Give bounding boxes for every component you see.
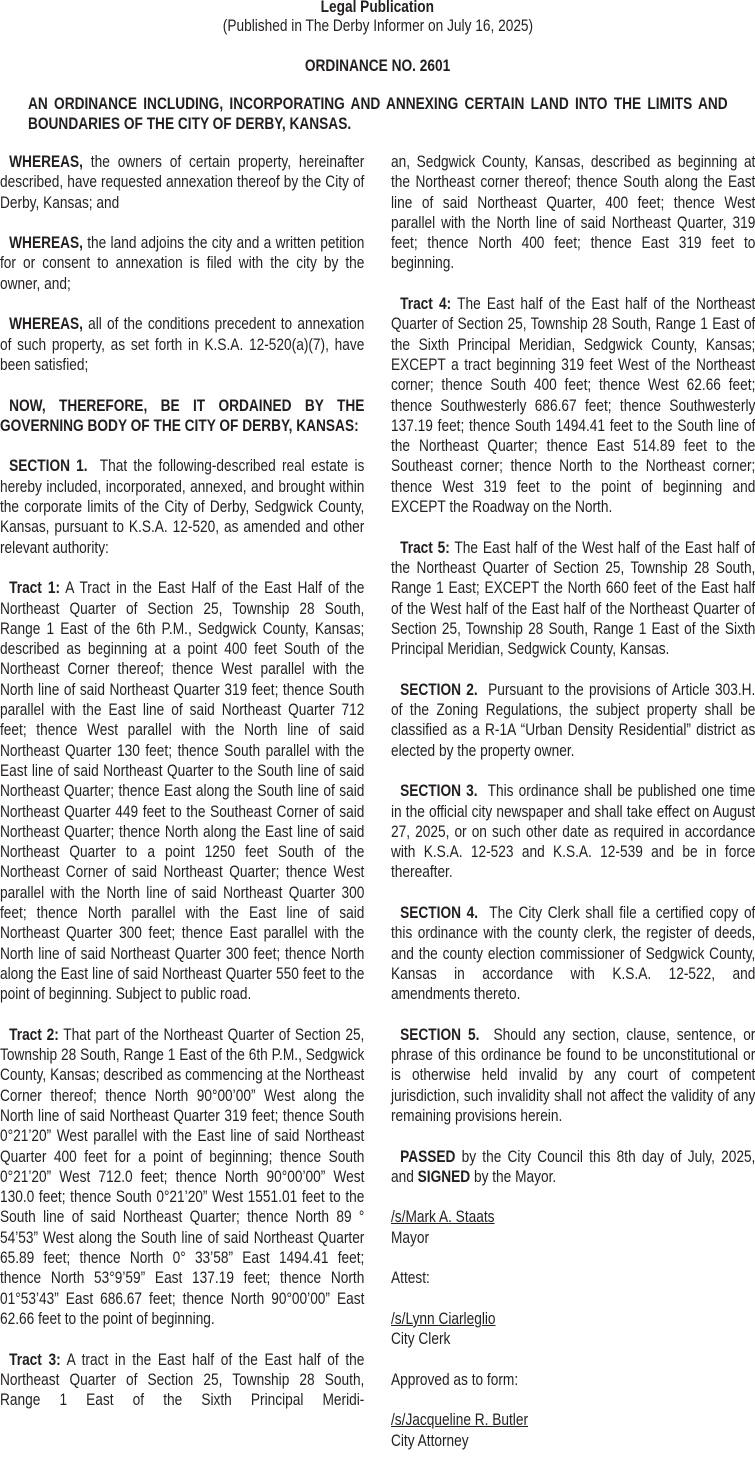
section-2: SECTION 2. Pursuant to the provisions of Article 303.H. of the Zoning Regulations, the subject property shall be classified as a R-1A “Urban Density Residential” district as elected by the property owner. xyxy=(391,680,755,760)
whereas-3: WHEREAS, all of the conditions precedent to annexation of such property, as set forth in K.S.A. 12-520(a)(7), have been satisfied; xyxy=(0,315,365,374)
passed-clause: PASSED by the City Council this 8th day of July, 2025, and SIGNED by the Mayor. xyxy=(391,1147,755,1186)
approved-label: Approved as to form: xyxy=(391,1370,519,1389)
left-column xyxy=(0,152,369,1410)
attest-label: Attest: xyxy=(391,1269,430,1288)
ordinance-title: AN ORDINANCE INCLUDING, INCORPORATING AND ANNEXING CERTAIN LAND INTO THE LIMITS AND BOUNDARIES OF THE CITY OF DERBY, KANSAS. xyxy=(28,95,728,133)
clerk-signature-block xyxy=(391,1309,755,1350)
mayor-signature-block xyxy=(391,1207,755,1248)
attorney-signature-block xyxy=(391,1410,755,1451)
tract-2: Tract 2: That part of the Northeast Quarter of Section 25, Township 28 South, Range 1 East of the 6th P.M., Sedgwick County, Kansas; described as commencing at the Northeast Corner thereof; thence North 90°00’00” West along the North line of said Northeast Quarter 319 feet; thence South 0°21’20” West parallel with the East line of said Northeast Quarter 400 feet for a point of beginning; thence South 0°21’20” West 712.0 feet; thence North 90°00’00” West 130.0 feet; thence South 0°21’20” West 1551.01 feet to the South line of said Northeast Quarter; thence North 89 ° 54’53” West along the South line of said Northeast Quarter 65.89 feet; thence North 0° 33’58” East 1494.41 feet; thence North 53°9’59” East 137.19 feet; thence North 01°53’43” East 686.67 feet; thence North 90°00’00” East 62.66 feet to the point of beginning. xyxy=(0,1025,365,1328)
section-3: SECTION 3. This ordinance shall be published one time in the official city newspaper and shall take effect on August 27, 2025, or on such other date as required in accordance with K.S.A. 12-523 and K.S.A. 12-539 and be in force thereafter. xyxy=(391,782,755,882)
whereas-2: WHEREAS, the land adjoins the city and a written petition for or consent to annexation is filed with the city by the owner, and; xyxy=(0,234,365,293)
section-4: SECTION 4. The City Clerk shall file a certified copy of this ordinance with the county clerk, the register of deeds, and the county election commissioner of Sedgwick County, Kansas in accordance with K.S.A. 12-522, and amendments thereto. xyxy=(391,903,755,1004)
tract-3-start: Tract 3: A tract in the East half of the East half of the Northeast Quarter of Section 25, Township 28 South, Range 1 East of the Sixth Principal Meridi- xyxy=(0,1350,365,1410)
clerk-title: City Clerk xyxy=(391,1330,451,1349)
ordinance-number: ORDINANCE NO. 2601 xyxy=(304,57,451,75)
tract-5: Tract 5: The East half of the West half of the East half of the Northeast Quarter of Section 25, Township 28 South, Range 1 East; EXCEPT the North 660 feet of the East half of the West half of the East half of the Northeast Quarter of Section 25, Township 28 South, Range 1 East of the Sixth Principal Meridian, Sedgwick County, Kansas. xyxy=(391,538,755,659)
tract-1: Tract 1: A Tract in the East Half of the East Half of the Northeast Quarter of Section 25, Township 28 South, Range 1 East of the 6th P.M., Sedgwick County, Kansas; described as beginning at a point 400 feet South of the Northeast Corner thereof; thence West parallel with the North line of said Northeast Quarter 319 feet; thence South parallel with the East line of said Northeast Quarter 712 feet; thence West parallel with the North line of said Northeast Quarter 130 feet; thence South parallel with the East line of said Northeast Quarter to the South line of said Northeast Quarter; thence East along the South line of said Northeast Quarter 449 feet to the Southeast Corner of said Northeast Quarter; thence North along the East line of said Northeast Quarter to a point 1250 feet South of the Northeast Corner of said Northeast Quarter; thence West parallel with the North line of said Northeast Quarter 300 feet; thence North parallel with the East line of said Northeast Quarter 300 feet; thence East parallel with the North line of said Northeast Quarter 300 feet; thence North along the East line of said Northeast Quarter 550 feet to the point of beginning. Subject to public road. xyxy=(0,579,365,1004)
whereas-1: WHEREAS, the owners of certain property, hereinafter described, have requested annexation thereof by the City of Derby, Kansas; and xyxy=(0,153,365,212)
attorney-title: City Attorney xyxy=(391,1431,469,1450)
section-1: SECTION 1. That the following-described real estate is hereby included, incorporated, annexed, and brought within the corporate limits of the City of Derby, Sedgwick County, Kansas, pursuant to K.S.A. 12-520, as amended and other relevant authority: xyxy=(0,457,369,557)
tract-3-continued: an, Sedgwick County, Kansas, described as beginning at the Northeast corner thereof; thence South along the East line of said Northeast Quarter, 400 feet; thence West parallel with the North line of said Northeast Quarter, 319 feet; thence North 400 feet; thence East 319 feet to beginning. xyxy=(391,153,755,273)
mayor-title: Mayor xyxy=(391,1228,430,1247)
ordained-clause: NOW, THEREFORE, BE IT ORDAINED BY THE GOVERNING BODY OF THE CITY OF DERBY, KANSAS: xyxy=(0,396,365,435)
clerk-signature: /s/Lynn Ciarleglio xyxy=(391,1309,496,1328)
right-column xyxy=(391,152,755,1471)
tract-4: Tract 4: The East half of the East half of the Northeast Quarter of Section 25, Township 28 South, Range 1 East of the Sixth Principal Meridian, Sedgwick County, Kansas; EXCEPT a tract beginning 319 feet West of the Northeast corner; thence South 400 feet; thence West 62.66 feet; thence Southwesterly 686.67 feet; thence Southwesterly 137.19 feet; thence South 1494.41 feet to the South line of the Northeast Quarter; thence East 514.89 feet to the Southeast corner; thence North to the Northeast corner; thence West 319 feet to the point of beginning and EXCEPT the Roadway on the North. xyxy=(391,295,755,517)
section-5: SECTION 5. Should any section, clause, sentence, or phrase of this ordinance be found to be unconstitutional or is otherwise held invalid by any court of competent jurisdiction, such invalidity shall not affect the validity of any remaining provisions herein. xyxy=(391,1025,755,1125)
attorney-signature: /s/Jacqueline R. Butler xyxy=(391,1411,529,1430)
mayor-signature: /s/Mark A. Staats xyxy=(391,1208,495,1227)
published-note: (Published in The Derby Informer on July 16, 2025) xyxy=(222,17,533,35)
publication-heading: Legal Publication xyxy=(320,0,435,16)
